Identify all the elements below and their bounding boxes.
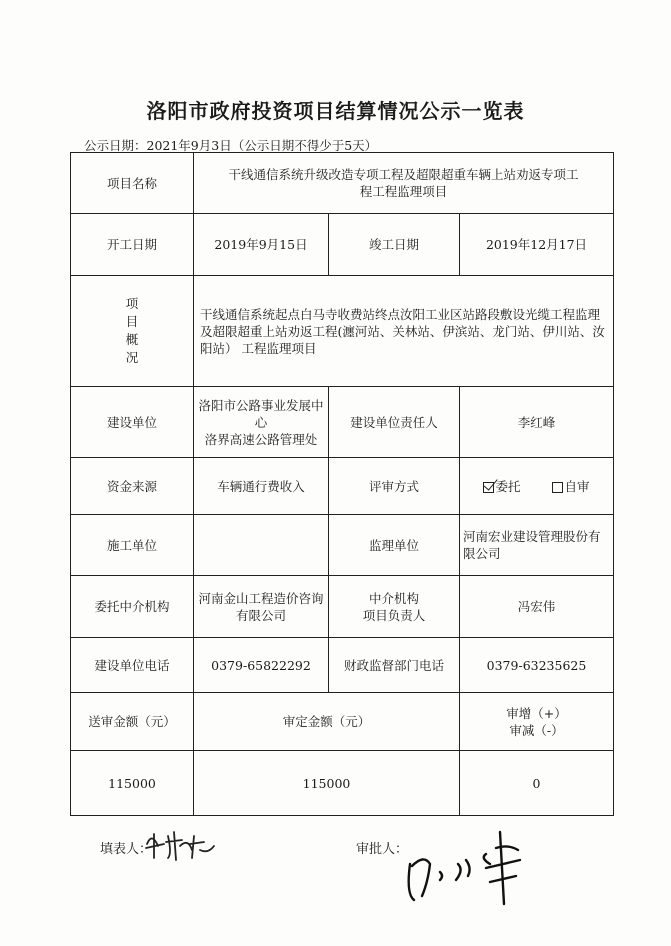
checkbox-empty-icon (552, 482, 563, 493)
start-date-value: 2019年9月15日 (194, 214, 329, 276)
overview-label-char: 目 (125, 314, 139, 329)
row-construction (71, 515, 614, 576)
builder-value (194, 387, 329, 458)
row-builder (71, 387, 614, 458)
row-dates (71, 214, 614, 276)
end-date-value: 2019年12月17日 (460, 214, 614, 276)
builder-phone-value: 0379-65822292 (194, 638, 329, 693)
overview-label-char: 项 (125, 296, 139, 311)
settlement-table (70, 152, 614, 816)
approver-label: 审批人： (356, 842, 409, 857)
overview-label (71, 276, 194, 387)
review-method-label: 评审方式 (329, 458, 460, 515)
option-self[interactable]: 自审 (552, 478, 589, 495)
submitted-amount-value: 115000 (71, 751, 194, 816)
agency-label: 委托中介机构 (71, 576, 194, 638)
agency-value: 河南金山工程造价咨询有限公司 (194, 576, 329, 638)
builder-value-line1: 洛阳市公路事业发展中心 (198, 397, 324, 430)
approver-signature (400, 824, 540, 914)
builder-value-line2: 洛界高速公路管理处 (204, 431, 318, 447)
filler-label: 填表人： (100, 842, 153, 857)
overview-label-char: 概 (125, 332, 139, 347)
finance-phone-label: 财政监督部门电话 (329, 638, 460, 693)
adjustment-label (460, 693, 614, 751)
row-amount-header (71, 693, 614, 751)
project-name-value: 干线通信系统升级改造专项工程及超限超重车辆上站劝返专项工程工程监理项目 (194, 153, 614, 214)
row-phone (71, 638, 614, 693)
submitted-amount-label: 送审金额（元） (71, 693, 194, 751)
checkbox-checked-icon (483, 482, 494, 493)
builder-label: 建设单位 (71, 387, 194, 458)
decrease-label: 审减（-） (509, 722, 564, 738)
publish-date: 公示日期：2021年9月3日（公示日期不得少于5天） (84, 138, 378, 153)
supervisor-value: 河南宏业建设管理股份有限公司 (460, 515, 614, 576)
project-name-label: 项目名称 (71, 153, 194, 214)
approved-amount-label: 审定金额（元） (194, 693, 460, 751)
agency-head-value: 冯宏伟 (460, 576, 614, 638)
approved-amount-value: 115000 (194, 751, 460, 816)
end-date-label: 竣工日期 (329, 214, 460, 276)
filler-signature (142, 824, 222, 864)
row-project-name (71, 153, 614, 214)
page-title: 洛阳市政府投资项目结算情况公示一览表 (146, 99, 525, 123)
construction-label: 施工单位 (71, 515, 194, 576)
start-date-label: 开工日期 (71, 214, 194, 276)
overview-label-char: 况 (125, 350, 139, 365)
supervisor-label: 监理单位 (329, 515, 460, 576)
builder-person-value: 李红峰 (460, 387, 614, 458)
increase-label: 审增（+） (506, 705, 567, 721)
option-entrust[interactable]: 委托 (483, 478, 520, 495)
row-overview (71, 276, 614, 387)
builder-person-label: 建设单位责任人 (329, 387, 460, 458)
review-method-options (460, 458, 614, 515)
agency-head-label-line1: 中介机构 (368, 590, 419, 606)
builder-phone-label: 建设单位电话 (71, 638, 194, 693)
finance-phone-value: 0379-63235625 (460, 638, 614, 693)
row-amount-values (71, 751, 614, 816)
difference-value: 0 (460, 751, 614, 816)
row-funding (71, 458, 614, 515)
funding-label: 资金来源 (71, 458, 194, 515)
agency-head-label (329, 576, 460, 638)
construction-value (194, 515, 329, 576)
agency-head-label-line2: 项目负责人 (362, 607, 426, 623)
row-agency (71, 576, 614, 638)
funding-value: 车辆通行费收入 (194, 458, 329, 515)
overview-value: 干线通信系统起点白马寺收费站终点汝阳工业区站路段敷设光缆工程监理及超限超重上站劝返工程(瀍河站、关林站、伊滨站、龙门站、伊川站、汝阳站） 工程监理项目 (194, 276, 614, 387)
